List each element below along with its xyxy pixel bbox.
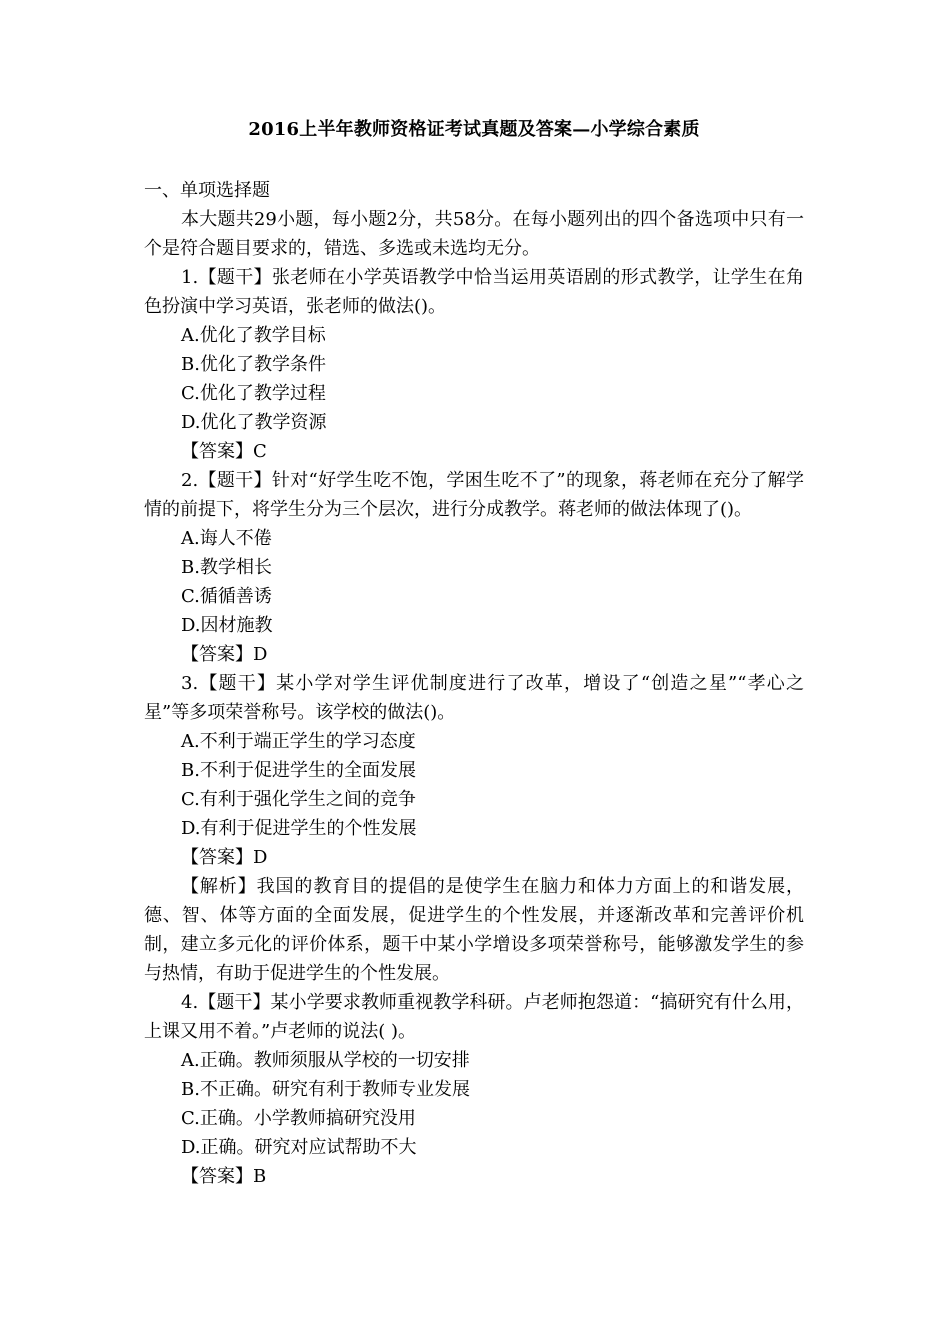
- option-c: C.有利于强化学生之间的竞争: [181, 789, 416, 810]
- question-stem: 2.【题干】针对“好学生吃不饱，学困生吃不了”的现象，蒋老师在充分了解学情的前提下，将学生分为三个层次，进行分成教学。蒋老师的做法体现了()。: [144, 470, 804, 520]
- question-stem: 3.【题干】某小学对学生评优制度进行了改革，增设了“创造之星”“孝心之星”等多项荣誉称号。该学校的做法()。: [144, 673, 804, 723]
- section-heading: 一、单项选择题: [144, 180, 270, 201]
- answer: 【答案】D: [181, 847, 268, 868]
- question-stem: 1.【题干】张老师在小学英语教学中恰当运用英语剧的形式教学，让学生在角色扮演中学习英语，张老师的做法()。: [144, 267, 804, 317]
- question-2: [144, 466, 804, 669]
- question-4: [144, 988, 804, 1191]
- question-1: [144, 263, 804, 466]
- option-d: D.优化了教学资源: [181, 412, 327, 433]
- option-c: C.循循善诱: [181, 586, 272, 607]
- question-3: [144, 669, 804, 988]
- answer: 【答案】B: [181, 1166, 267, 1187]
- answer: 【答案】D: [181, 644, 268, 665]
- option-d: D.正确。研究对应试帮助不大: [181, 1137, 417, 1158]
- option-b: B.不利于促进学生的全面发展: [181, 760, 416, 781]
- option-a: A.优化了教学目标: [181, 325, 326, 346]
- option-d: D.有利于促进学生的个性发展: [181, 818, 417, 839]
- option-b: B.教学相长: [181, 557, 272, 578]
- option-c: C.优化了教学过程: [181, 383, 326, 404]
- option-d: D.因材施教: [181, 615, 273, 636]
- analysis: 【解析】我国的教育目的提倡的是使学生在脑力和体力方面上的和谐发展，德、智、体等方面的全面发展，促进学生的个性发展，并逐渐改革和完善评价机制，建立多元化的评价体系，题干中某小学增设多项荣誉称号，能够激发学生的参与热情，有助于促进学生的个性发展。: [144, 876, 804, 984]
- document-title: 2016上半年教师资格证考试真题及答案—小学综合素质: [248, 119, 700, 140]
- option-a: A.诲人不倦: [181, 528, 272, 549]
- option-b: B.优化了教学条件: [181, 354, 326, 375]
- option-a: A.正确。教师须服从学校的一切安排: [181, 1050, 470, 1071]
- question-stem: 4.【题干】某小学要求教师重视教学科研。卢老师抱怨道：“搞研究有什么用，上课又用不着。”卢老师的说法( )。: [144, 992, 804, 1042]
- document-page: [144, 112, 804, 1191]
- option-b: B.不正确。研究有利于教师专业发展: [181, 1079, 470, 1100]
- option-c: C.正确。小学教师搞研究没用: [181, 1108, 416, 1129]
- option-a: A.不利于端正学生的学习态度: [181, 731, 416, 752]
- section-instructions: 本大题共29小题，每小题2分，共58分。在每小题列出的四个备选项中只有一个是符合题目要求的，错选、多选或未选均无分。: [144, 209, 804, 259]
- answer: 【答案】C: [181, 441, 267, 462]
